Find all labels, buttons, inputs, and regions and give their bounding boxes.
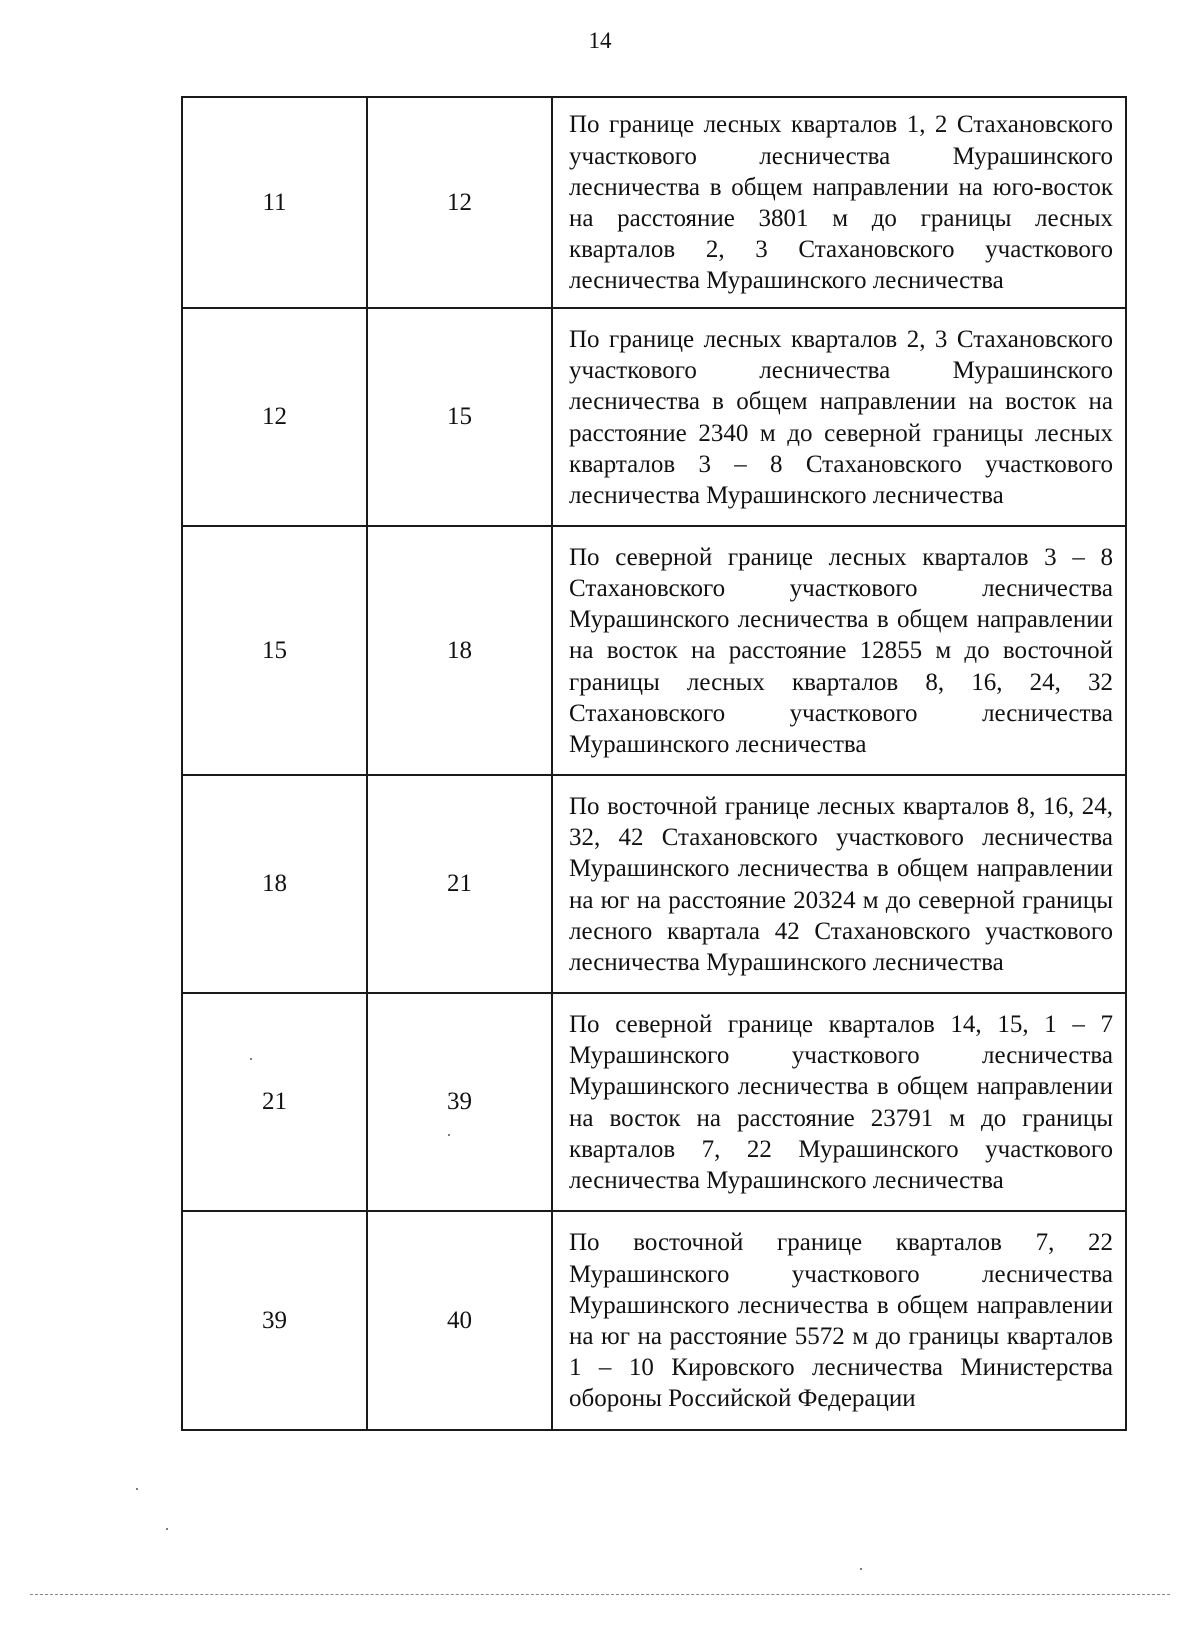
- table-row: [182, 97, 1126, 308]
- description-cell: По восточной границе лесных кварталов 8, 16, 24, 32, 42 Стахановского участкового лесничества Мурашинского лесничества в общем направлении на юг на расстояние 20324 м до северной границы лесного квартала 42 Стахановского участкового лесничества Мурашинского лесничества: [552, 775, 1126, 993]
- to-point-cell: 40: [367, 1211, 552, 1430]
- boundary-table: [181, 96, 1127, 1431]
- to-point-cell: 18: [367, 526, 552, 775]
- from-point-cell: 39: [182, 1211, 367, 1430]
- to-point-cell: 39: [367, 993, 552, 1211]
- description-cell: По северной границе лесных кварталов 3 – 8 Стахановского участкового лесничества Мурашинского лесничества в общем направлении на восток на расстояние 12855 м до восточной границы лесных кварталов 8, 16, 24, 32 Стахановского участкового лесничества Мурашинского лесничества: [552, 526, 1126, 775]
- from-point-cell: 21: [182, 993, 367, 1211]
- table-row: [182, 1211, 1126, 1430]
- scan-speck: [860, 1568, 862, 1570]
- scan-speck: [136, 1488, 138, 1490]
- scan-speck: [250, 1058, 252, 1060]
- table-row: [182, 526, 1126, 775]
- description-cell: По северной границе кварталов 14, 15, 1 – 7 Мурашинского участкового лесничества Мурашинского лесничества в общем направлении на восток на расстояние 23791 м до границы кварталов 7, 22 Мурашинского участкового лесничества Мурашинского лесничества: [552, 993, 1126, 1211]
- to-point-cell: 21: [367, 775, 552, 993]
- from-point-cell: 15: [182, 526, 367, 775]
- from-point-cell: 18: [182, 775, 367, 993]
- table-row: [182, 308, 1126, 526]
- description-cell: По границе лесных кварталов 2, 3 Стахановского участкового лесничества Мурашинского лесничества в общем направлении на восток на расстояние 2340 м до северной границы лесных кварталов 3 – 8 Стахановского участкового лесничества Мурашинского лесничества: [552, 308, 1126, 526]
- scan-edge-line: [30, 1594, 1170, 1595]
- scan-speck: [448, 1134, 450, 1136]
- to-point-cell: 15: [367, 308, 552, 526]
- to-point-cell: 12: [367, 97, 552, 308]
- table-row: [182, 775, 1126, 993]
- page-number: 14: [588, 28, 612, 53]
- from-point-cell: 12: [182, 308, 367, 526]
- table-row: [182, 993, 1126, 1211]
- description-cell: По границе лесных кварталов 1, 2 Стахановского участкового лесничества Мурашинского лесничества в общем направлении на юго-восток на расстояние 3801 м до границы лесных кварталов 2, 3 Стахановского участкового лесничества Мурашинского лесничества: [552, 97, 1126, 308]
- from-point-cell: 11: [182, 97, 367, 308]
- scan-speck: [166, 1528, 168, 1530]
- description-cell: По восточной границе кварталов 7, 22 Мурашинского участкового лесничества Мурашинского лесничества в общем направлении на юг на расстояние 5572 м до границы кварталов 1 – 10 Кировского лесничества Министерства обороны Российской Федерации: [552, 1211, 1126, 1430]
